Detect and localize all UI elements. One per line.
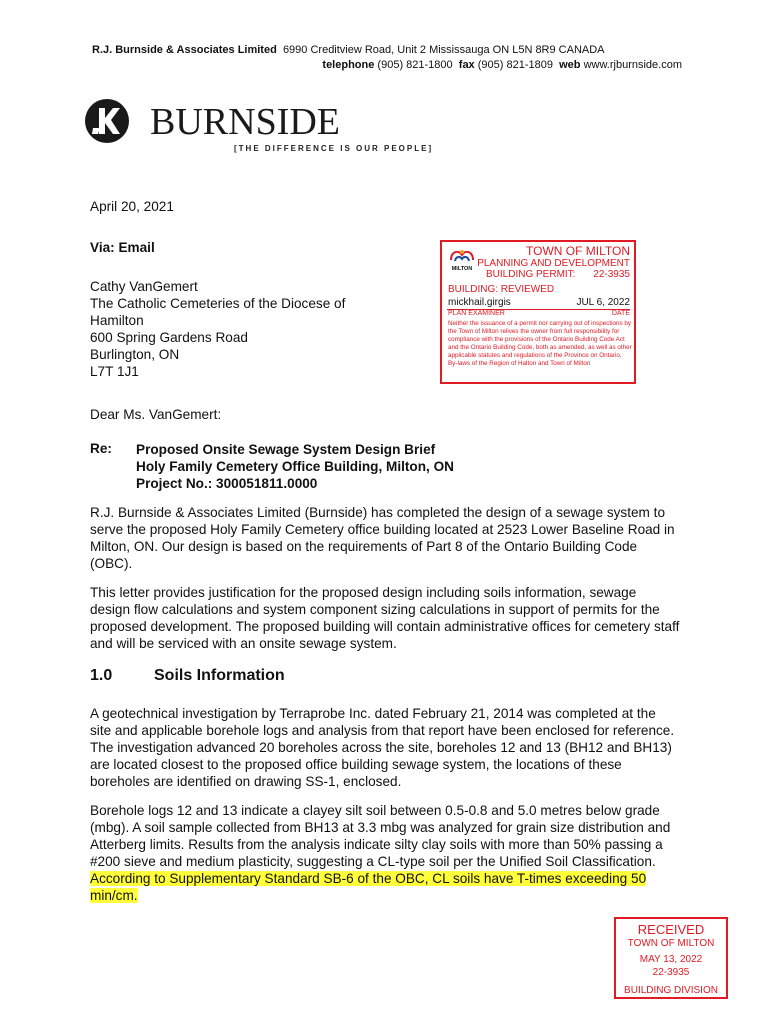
logo-wordmark: BURNSIDE <box>150 101 341 143</box>
section-title: Soils Information <box>154 667 285 684</box>
permit-number: 22-3935 <box>593 269 630 280</box>
received-number: 22-3935 <box>652 967 690 978</box>
subject-line-3: Project No.: 300051811.0000 <box>136 476 318 491</box>
paragraph-borehole <box>90 802 680 904</box>
fax-number: (905) 821-1809 <box>477 59 553 71</box>
recipient-postal: L7T 1J1 <box>90 364 139 379</box>
recipient-city: Burlington, ON <box>90 347 180 362</box>
permit-date: JUL 6, 2022 <box>576 297 630 308</box>
paragraph-geotechnical: A geotechnical investigation by Terraprobe Inc. dated February 21, 2014 was completed at the site and applicable borehole logs and analysis from that report have been enclosed for reference. The investigation advanced 20 boreholes across the site, boreholes 12 and 13 (BH12 and BH13) are located closest to the proposed office building sewage system, the locations of these boreholes are identified on drawing SS-1, enclosed. <box>90 706 675 789</box>
letter-date: April 20, 2021 <box>90 199 174 214</box>
telephone-label: telephone <box>322 59 375 71</box>
borehole-text: Borehole logs 12 and 13 indicate a clayey silt soil between 0.5-0.8 and 5.0 metres below grade (mbg). A soil sample collected from BH13 at 3.3 mbg was analyzed for grain size distribution and Atterberg limits. Results from the analysis indicate silty clay soils with more than 50% passing a #200 sieve and medium plasticity, suggesting a CL-type soil per the Unified Soil Classification. <box>90 803 671 869</box>
permit-status: BUILDING: REVIEWED <box>448 284 555 295</box>
company-address: 6990 Creditview Road, Unit 2 Mississauga ON L5N 8R9 CANADA <box>282 44 605 56</box>
permit-examiner-label: PLAN EXAMINER <box>448 310 505 317</box>
permit-stamp <box>440 240 636 384</box>
delivery-method: Via: Email <box>90 240 155 255</box>
permit-date-label: DATE <box>611 310 630 317</box>
recipient-org-line-2: Hamilton <box>90 313 144 328</box>
web-address: www.rjburnside.com <box>583 59 682 71</box>
recipient-address <box>90 278 345 380</box>
letterhead-line-1 <box>92 43 682 58</box>
burnside-logo <box>84 98 434 168</box>
milton-logo-icon <box>448 246 476 272</box>
permit-town: TOWN OF MILTON <box>526 244 630 258</box>
recipient-name: Cathy VanGemert <box>90 279 198 294</box>
telephone-number: (905) 821-1800 <box>377 59 453 71</box>
received-town: TOWN OF MILTON <box>627 938 715 949</box>
received-stamp <box>614 917 728 999</box>
milton-logo-text: MILTON <box>451 266 473 272</box>
letterhead <box>92 43 682 73</box>
logo-tagline: [THE DIFFERENCE IS OUR PEOPLE] <box>234 144 434 153</box>
recipient-org: The Catholic Cemeteries of the Diocese of <box>90 296 346 311</box>
paragraph-justification: This letter provides justification for the proposed design including soils information, sewage design flow calculations and system component sizing calculations in support of permits for the proposed development. The proposed building will contain administrative offices for cemetery staff and will be serviced with an onsite sewage system. <box>90 585 680 651</box>
re-label: Re: <box>90 441 112 456</box>
subject-line-1: Proposed Onsite Sewage System Design Brief <box>136 442 436 457</box>
highlighted-text: According to Supplementary Standard SB-6 of the OBC, CL soils have T-times exceeding 50 min/cm. <box>90 871 647 903</box>
fax-label: fax <box>458 59 475 71</box>
recipient-street: 600 Spring Gardens Road <box>90 330 248 345</box>
letterhead-line-2 <box>92 58 682 73</box>
section-number: 1.0 <box>90 667 113 684</box>
permit-examiner: mickhail.girgis <box>448 297 511 308</box>
salutation: Dear Ms. VanGemert: <box>90 407 222 422</box>
web-label: web <box>559 59 581 71</box>
received-title: RECEIVED <box>637 922 705 937</box>
received-division: BUILDING DIVISION <box>624 985 718 996</box>
received-date: MAY 13, 2022 <box>639 954 703 965</box>
subject-block <box>136 441 454 492</box>
permit-disclaimer: Neither the issuance of a permit nor carrying out of inspections by the Town of Milton relives the owner from full responsibility for compliance with the provisions of the Ontario Building Code Act and the Ontario Building Code, both as amended, as well as other applicable statutes and regulations of the Province on Ontario, By-laws of the Region of Halton and Town of Milton <box>448 320 632 367</box>
permit-label: BUILDING PERMIT: <box>486 269 576 280</box>
company-name: R.J. Burnside & Associates Limited <box>92 44 277 56</box>
subject-line-2: Holy Family Cemetery Office Building, Milton, ON <box>136 459 454 474</box>
permit-dept: PLANNING AND DEVELOPMENT <box>477 258 630 269</box>
paragraph-intro: R.J. Burnside & Associates Limited (Burnside) has completed the design of a sewage system to serve the proposed Holy Family Cemetery office building located at 2523 Lower Baseline Road in Milton, ON. Our design is based on the requirements of Part 8 of the Ontario Building Code (OBC). <box>90 505 675 571</box>
burnside-mark-icon <box>84 98 130 144</box>
